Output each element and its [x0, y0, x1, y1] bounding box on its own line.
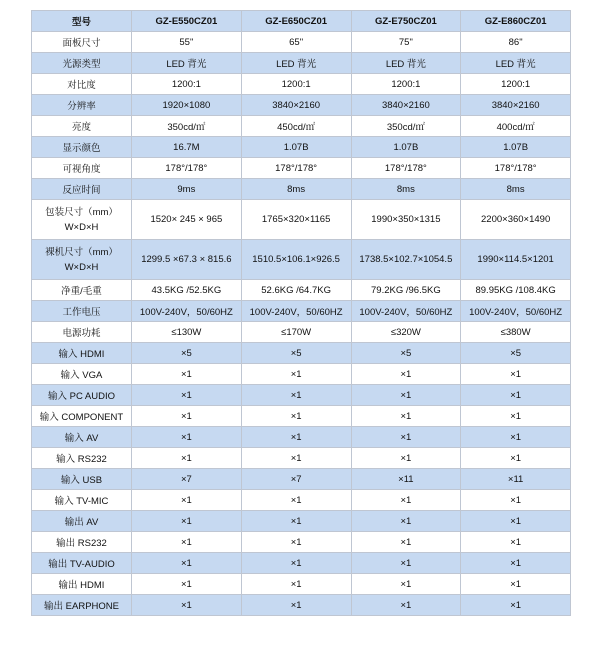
spec-value: ×1 — [132, 427, 242, 448]
spec-value: 1990×350×1315 — [351, 200, 461, 240]
spec-value: 75" — [351, 32, 461, 53]
spec-row-label: 光源类型 — [32, 53, 132, 74]
spec-row-label: 裸机尺寸（mm） W×D×H — [32, 240, 132, 280]
spec-value: 178°/178° — [241, 158, 351, 179]
spec-value: ×1 — [132, 406, 242, 427]
spec-value: ×1 — [241, 490, 351, 511]
spec-value: 8ms — [351, 179, 461, 200]
spec-value: 1.07B — [241, 137, 351, 158]
spec-row — [32, 179, 571, 200]
model-name: GZ-E550CZ01 — [132, 11, 242, 32]
spec-value: ×1 — [241, 385, 351, 406]
spec-value: 8ms — [461, 179, 571, 200]
spec-value: LED 背光 — [351, 53, 461, 74]
spec-value: ×11 — [461, 469, 571, 490]
spec-value: 79.2KG /96.5KG — [351, 280, 461, 301]
spec-value: ×1 — [132, 385, 242, 406]
spec-value: ×1 — [351, 427, 461, 448]
spec-value: ×1 — [461, 406, 571, 427]
spec-row — [32, 385, 571, 406]
spec-value: 1920×1080 — [132, 95, 242, 116]
spec-value: LED 背光 — [461, 53, 571, 74]
spec-value: 3840×2160 — [351, 95, 461, 116]
spec-value: 86" — [461, 32, 571, 53]
spec-row — [32, 553, 571, 574]
spec-value: ×1 — [132, 511, 242, 532]
spec-value: 8ms — [241, 179, 351, 200]
spec-row — [32, 137, 571, 158]
spec-row — [32, 406, 571, 427]
spec-value: 1200:1 — [132, 74, 242, 95]
spec-value: ×1 — [241, 553, 351, 574]
spec-row-label: 输出 EARPHONE — [32, 595, 132, 616]
spec-value: ≤380W — [461, 322, 571, 343]
spec-row-label: 净重/毛重 — [32, 280, 132, 301]
spec-value: 1.07B — [461, 137, 571, 158]
spec-row — [32, 32, 571, 53]
spec-value: ×1 — [132, 595, 242, 616]
spec-value: 400cd/㎡ — [461, 116, 571, 137]
spec-row — [32, 53, 571, 74]
spec-value: LED 背光 — [132, 53, 242, 74]
spec-row-label: 输入 AV — [32, 427, 132, 448]
spec-row-label: 亮度 — [32, 116, 132, 137]
spec-value: 1510.5×106.1×926.5 — [241, 240, 351, 280]
spec-value: ×1 — [351, 595, 461, 616]
spec-value: 1200:1 — [241, 74, 351, 95]
spec-value: 100V-240V，50/60HZ — [461, 301, 571, 322]
spec-value: ×1 — [241, 448, 351, 469]
spec-row-label: 输入 USB — [32, 469, 132, 490]
spec-value: ×1 — [351, 553, 461, 574]
spec-value: ×5 — [241, 343, 351, 364]
spec-value: ×1 — [351, 364, 461, 385]
spec-row-label: 输出 AV — [32, 511, 132, 532]
spec-value: ×7 — [132, 469, 242, 490]
spec-value: ×1 — [241, 511, 351, 532]
spec-value: 1299.5 ×67.3 × 815.6 — [132, 240, 242, 280]
spec-row — [32, 322, 571, 343]
spec-value: ×11 — [351, 469, 461, 490]
spec-row — [32, 74, 571, 95]
spec-row — [32, 490, 571, 511]
spec-value: 65" — [241, 32, 351, 53]
spec-value: ×1 — [351, 574, 461, 595]
spec-value: ×1 — [461, 385, 571, 406]
spec-row — [32, 343, 571, 364]
spec-row — [32, 511, 571, 532]
spec-value: ×1 — [461, 595, 571, 616]
spec-value: ×1 — [132, 532, 242, 553]
spec-value: ×1 — [461, 532, 571, 553]
spec-value: 89.95KG /108.4KG — [461, 280, 571, 301]
spec-value: 9ms — [132, 179, 242, 200]
spec-row — [32, 280, 571, 301]
spec-value: 350cd/㎡ — [132, 116, 242, 137]
spec-value: ×5 — [461, 343, 571, 364]
spec-value: ×1 — [351, 490, 461, 511]
spec-value: ×1 — [132, 364, 242, 385]
spec-row-label: 输出 RS232 — [32, 532, 132, 553]
spec-value: ×1 — [461, 553, 571, 574]
spec-value: ×1 — [132, 490, 242, 511]
spec-value: 1990×114.5×1201 — [461, 240, 571, 280]
spec-row-label: 输入 PC AUDIO — [32, 385, 132, 406]
spec-row-label: 对比度 — [32, 74, 132, 95]
spec-row — [32, 240, 571, 280]
spec-value: ×1 — [461, 574, 571, 595]
model-name: GZ-E860CZ01 — [461, 11, 571, 32]
spec-value: ×1 — [461, 490, 571, 511]
spec-value: ×5 — [132, 343, 242, 364]
spec-value: ×1 — [351, 448, 461, 469]
spec-row — [32, 364, 571, 385]
spec-value: ×1 — [241, 364, 351, 385]
spec-value: 3840×2160 — [241, 95, 351, 116]
spec-row — [32, 95, 571, 116]
spec-row — [32, 448, 571, 469]
spec-value: 350cd/㎡ — [351, 116, 461, 137]
spec-value: 1738.5×102.7×1054.5 — [351, 240, 461, 280]
spec-table — [31, 10, 571, 616]
spec-value: 1.07B — [351, 137, 461, 158]
spec-value: 100V-240V，50/60HZ — [351, 301, 461, 322]
spec-value: ×1 — [241, 532, 351, 553]
spec-value: 1765×320×1165 — [241, 200, 351, 240]
spec-row-label: 可视角度 — [32, 158, 132, 179]
spec-row-label: 输入 VGA — [32, 364, 132, 385]
spec-row-label: 包装尺寸（mm） W×D×H — [32, 200, 132, 240]
spec-value: 16.7M — [132, 137, 242, 158]
spec-value: LED 背光 — [241, 53, 351, 74]
spec-value: ×1 — [351, 406, 461, 427]
spec-value: 100V-240V，50/60HZ — [241, 301, 351, 322]
spec-row — [32, 427, 571, 448]
spec-value: 43.5KG /52.5KG — [132, 280, 242, 301]
spec-value: ×5 — [351, 343, 461, 364]
spec-value: ≤170W — [241, 322, 351, 343]
spec-row-label: 显示颜色 — [32, 137, 132, 158]
spec-value: ×1 — [132, 448, 242, 469]
spec-value: ×1 — [241, 427, 351, 448]
spec-row-label: 面板尺寸 — [32, 32, 132, 53]
spec-value: ×1 — [461, 364, 571, 385]
spec-row-label: 输入 COMPONENT — [32, 406, 132, 427]
spec-row-label: 电源功耗 — [32, 322, 132, 343]
spec-row — [32, 158, 571, 179]
model-name: GZ-E750CZ01 — [351, 11, 461, 32]
spec-row-label: 输出 TV-AUDIO — [32, 553, 132, 574]
spec-row — [32, 116, 571, 137]
spec-value: ×1 — [461, 511, 571, 532]
spec-value: ×1 — [132, 574, 242, 595]
spec-row-label: 输入 RS232 — [32, 448, 132, 469]
spec-value: 52.6KG /64.7KG — [241, 280, 351, 301]
spec-row-label: 输入 TV-MIC — [32, 490, 132, 511]
spec-value: 1520× 245 × 965 — [132, 200, 242, 240]
spec-row — [32, 532, 571, 553]
spec-row — [32, 595, 571, 616]
spec-row-label: 输出 HDMI — [32, 574, 132, 595]
spec-row — [32, 301, 571, 322]
spec-value: ×7 — [241, 469, 351, 490]
spec-value: 178°/178° — [351, 158, 461, 179]
spec-value: 2200×360×1490 — [461, 200, 571, 240]
spec-value: 100V-240V，50/60HZ — [132, 301, 242, 322]
spec-value: ≤130W — [132, 322, 242, 343]
spec-value: ×1 — [461, 448, 571, 469]
header-label: 型号 — [32, 11, 132, 32]
spec-value: ×1 — [351, 511, 461, 532]
model-name: GZ-E650CZ01 — [241, 11, 351, 32]
spec-value: ×1 — [241, 406, 351, 427]
spec-value: 1200:1 — [461, 74, 571, 95]
spec-value: ×1 — [132, 553, 242, 574]
spec-value: 178°/178° — [132, 158, 242, 179]
spec-row-label: 反应时间 — [32, 179, 132, 200]
spec-value: ×1 — [351, 385, 461, 406]
header-row — [32, 11, 571, 32]
spec-value: ×1 — [241, 574, 351, 595]
spec-value: ≤320W — [351, 322, 461, 343]
spec-value: ×1 — [461, 427, 571, 448]
spec-value: 3840×2160 — [461, 95, 571, 116]
spec-value: 178°/178° — [461, 158, 571, 179]
spec-value: 1200:1 — [351, 74, 461, 95]
spec-value: 450cd/㎡ — [241, 116, 351, 137]
spec-row-label: 工作电压 — [32, 301, 132, 322]
spec-value: ×1 — [351, 532, 461, 553]
spec-row — [32, 469, 571, 490]
spec-row — [32, 574, 571, 595]
spec-value: ×1 — [241, 595, 351, 616]
spec-row — [32, 200, 571, 240]
spec-value: 55" — [132, 32, 242, 53]
spec-row-label: 分辨率 — [32, 95, 132, 116]
spec-row-label: 输入 HDMI — [32, 343, 132, 364]
